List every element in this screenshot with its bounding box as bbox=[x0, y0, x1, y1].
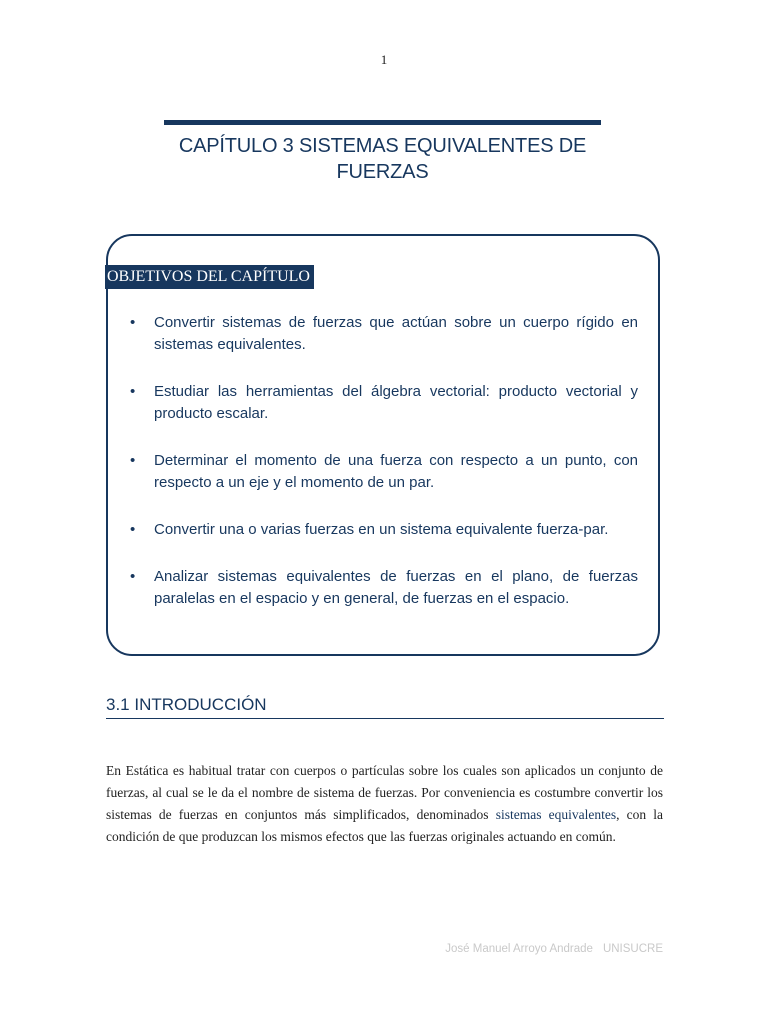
footer-author: José Manuel Arroyo Andrade bbox=[445, 943, 593, 955]
objective-item bbox=[124, 450, 638, 494]
page-number: 1 bbox=[380, 52, 388, 67]
highlighted-term: sistemas equivalentes bbox=[495, 807, 617, 822]
intro-text-end: , con la condición de que produzcan los mismos efectos que las fuerzas originales actuando en común. bbox=[106, 807, 663, 844]
objective-text: Analizar sistemas equivalentes de fuerzas en el plano, de fuerzas paralelas en el espacio y en general, de fuerzas en el espacio. bbox=[154, 568, 638, 607]
bullet-icon: • bbox=[130, 452, 136, 469]
footer-institution: UNISUCRE bbox=[602, 943, 663, 955]
objective-text: Estudiar las herramientas del álgebra vectorial: producto vectorial y producto escalar. bbox=[154, 383, 638, 422]
chapter-title: CAPÍTULO 3 SISTEMAS EQUIVALENTES DE FUERZAS bbox=[178, 135, 587, 183]
objective-item bbox=[124, 312, 638, 356]
bullet-icon: • bbox=[130, 314, 136, 331]
bullet-icon: • bbox=[130, 521, 136, 538]
intro-text-start: En Estática es habitual tratar con cuerpos o partículas sobre los cuales son aplicados un conjunto de fuerzas, al cual se le da el nombre de sistema de fuerzas. Por conveniencia es costumbre convertir los sistemas de fuerzas en conjuntos más simplificados, denominados bbox=[106, 763, 663, 822]
bullet-icon: • bbox=[130, 568, 136, 585]
objective-text: Convertir una o varias fuerzas en un sistema equivalente fuerza-par. bbox=[154, 521, 609, 538]
objective-item bbox=[124, 519, 638, 541]
footer bbox=[0, 943, 663, 955]
objective-text: Determinar el momento de una fuerza con respecto a un punto, con respecto a un eje y el momento de un par. bbox=[154, 452, 638, 491]
objective-text: Convertir sistemas de fuerzas que actúan sobre un cuerpo rígido en sistemas equivalentes. bbox=[154, 314, 638, 353]
title-top-rule bbox=[164, 120, 601, 125]
objectives-list bbox=[124, 312, 638, 610]
bullet-icon: • bbox=[130, 383, 136, 400]
objectives-heading: OBJETIVOS DEL CAPÍTULO bbox=[105, 265, 314, 289]
intro-paragraph bbox=[106, 760, 663, 848]
objective-item bbox=[124, 381, 638, 425]
section-heading: 3.1 INTRODUCCIÓN bbox=[106, 695, 267, 714]
objective-item bbox=[124, 566, 638, 610]
section-rule bbox=[106, 718, 664, 719]
